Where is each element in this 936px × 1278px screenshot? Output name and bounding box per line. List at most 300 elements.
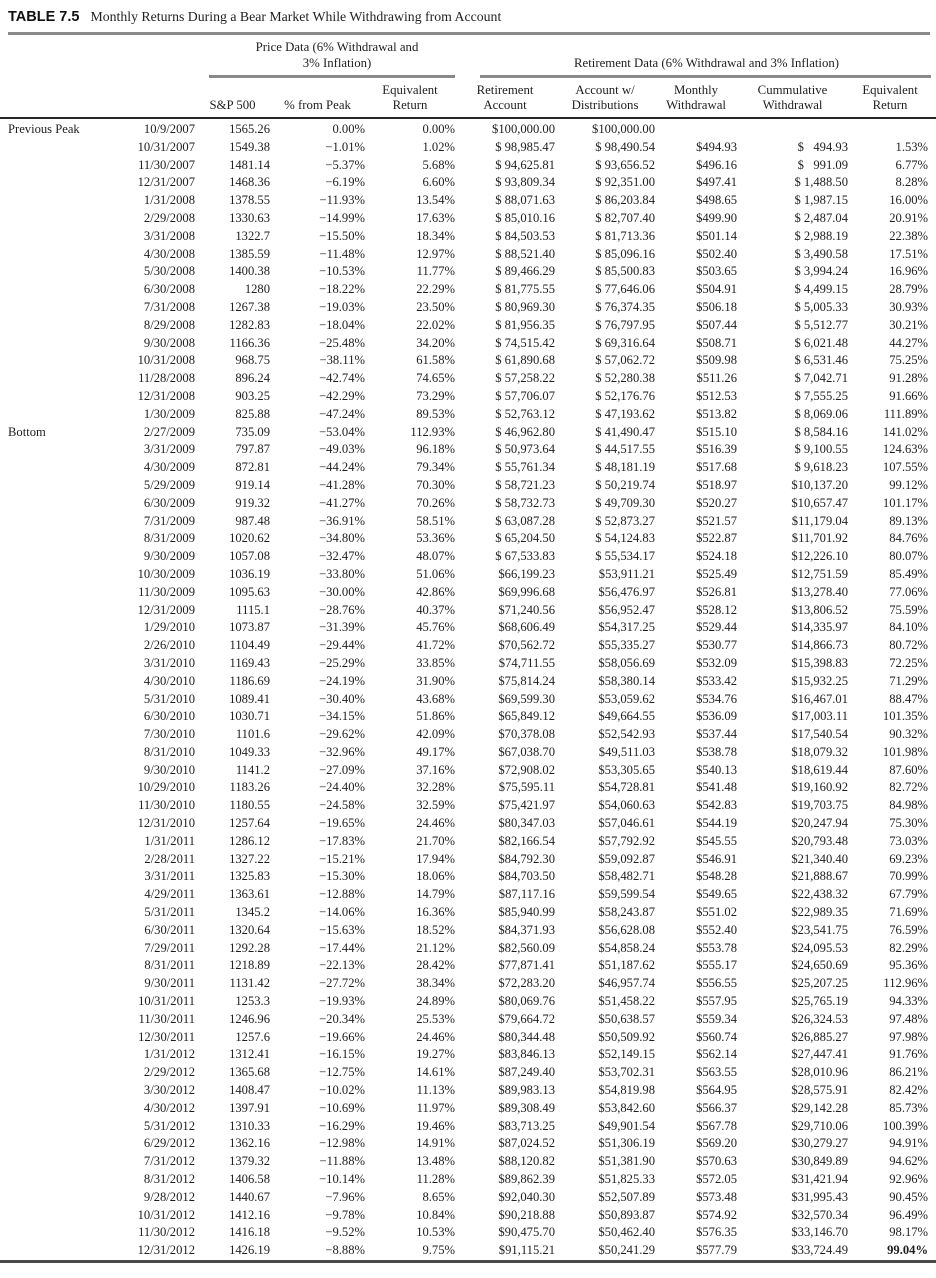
cell-pct-from-peak: −10.02% bbox=[319, 1083, 365, 1098]
table-row bbox=[0, 1011, 936, 1029]
cell-pct-from-peak: −1.01% bbox=[325, 139, 365, 154]
table-row bbox=[0, 1064, 936, 1082]
cell-date: 11/30/2011 bbox=[138, 1011, 195, 1026]
cell-sp500: 1292.28 bbox=[229, 940, 270, 955]
cell-retirement-account: $ 84,503.53 bbox=[495, 228, 556, 243]
cell-account-w-distributions: $50,462.40 bbox=[598, 1225, 656, 1240]
cell-monthly-withdrawal: $536.09 bbox=[696, 709, 738, 724]
cell-sp500: 1426.19 bbox=[229, 1243, 270, 1258]
cell-pct-from-peak: −22.13% bbox=[319, 958, 365, 973]
cell-pct-from-peak: −41.27% bbox=[319, 495, 365, 510]
cell-monthly-withdrawal: $544.19 bbox=[696, 816, 738, 831]
cell-monthly-withdrawal: $508.71 bbox=[696, 335, 738, 350]
table-row bbox=[0, 335, 936, 353]
cell-sp500: 1365.68 bbox=[229, 1065, 270, 1080]
cell-equivalent-return-price: 10.84% bbox=[416, 1207, 456, 1222]
cell-monthly-withdrawal: $542.83 bbox=[696, 798, 738, 813]
cell-pct-from-peak: −12.75% bbox=[319, 1065, 365, 1080]
cell-cummulative-withdrawal: $20,793.48 bbox=[791, 833, 849, 848]
cell-monthly-withdrawal: $494.93 bbox=[696, 139, 738, 154]
table-title bbox=[0, 0, 936, 30]
table-row bbox=[0, 833, 936, 851]
cell-monthly-withdrawal: $563.55 bbox=[696, 1065, 738, 1080]
cell-pct-from-peak: −18.04% bbox=[319, 317, 365, 332]
cell-account-w-distributions: $ 76,797.95 bbox=[595, 317, 656, 332]
cell-pct-from-peak: −11.93% bbox=[319, 193, 365, 208]
cell-cummulative-withdrawal: $28,575.91 bbox=[791, 1083, 849, 1098]
cell-pct-from-peak: −53.04% bbox=[319, 424, 365, 439]
cell-monthly-withdrawal: $521.57 bbox=[696, 513, 738, 528]
cell-date: 4/29/2011 bbox=[144, 887, 195, 902]
table-row bbox=[0, 1153, 936, 1171]
cell-date: 9/28/2012 bbox=[143, 1189, 195, 1204]
cell-sp500: 1218.89 bbox=[229, 958, 270, 973]
cell-date: 1/31/2012 bbox=[143, 1047, 195, 1062]
cell-account-w-distributions: $50,509.92 bbox=[598, 1029, 656, 1044]
cell-equivalent-return-price: 14.79% bbox=[416, 887, 456, 902]
cell-pct-from-peak: −24.40% bbox=[319, 780, 365, 795]
table-row bbox=[0, 157, 936, 175]
row-label bbox=[0, 1064, 96, 1082]
cell-date: 1/31/2011 bbox=[144, 833, 195, 848]
cell-equivalent-return-retirement: 97.48% bbox=[889, 1011, 929, 1026]
cell-pct-from-peak: −33.80% bbox=[319, 566, 365, 581]
cell-cummulative-withdrawal: $ 9,618.23 bbox=[794, 460, 849, 475]
cell-sp500: 1362.16 bbox=[229, 1136, 270, 1151]
cell-date: 9/30/2008 bbox=[143, 335, 195, 350]
col-header-equivalent-return-price: Equivalent Return bbox=[365, 78, 455, 118]
cell-retirement-account: $ 98,985.47 bbox=[495, 139, 556, 154]
cell-sp500: 1325.83 bbox=[229, 869, 270, 884]
cell-account-w-distributions: $58,380.14 bbox=[598, 673, 656, 688]
cell-cummulative-withdrawal: $26,324.53 bbox=[791, 1011, 849, 1026]
row-label bbox=[0, 441, 96, 459]
row-label bbox=[0, 779, 96, 797]
cell-equivalent-return-retirement: 69.23% bbox=[889, 851, 929, 866]
cell-cummulative-withdrawal: $ 1,987.15 bbox=[794, 193, 849, 208]
cell-retirement-account: $90,218.88 bbox=[498, 1207, 556, 1222]
cell-account-w-distributions: $49,664.55 bbox=[598, 709, 656, 724]
cell-monthly-withdrawal: $496.16 bbox=[696, 157, 738, 172]
table-row bbox=[0, 388, 936, 406]
cell-pct-from-peak: −12.88% bbox=[319, 887, 365, 902]
row-label bbox=[0, 174, 96, 192]
row-label bbox=[0, 335, 96, 353]
cell-account-w-distributions: $52,507.89 bbox=[598, 1189, 656, 1204]
cell-equivalent-return-price: 38.34% bbox=[416, 976, 456, 991]
cell-retirement-account: $92,040.30 bbox=[498, 1189, 556, 1204]
cell-sp500: 1280 bbox=[244, 282, 270, 297]
cell-cummulative-withdrawal: $15,398.83 bbox=[791, 655, 849, 670]
cell-cummulative-withdrawal: $ 1,488.50 bbox=[794, 175, 849, 190]
table-row bbox=[0, 246, 936, 264]
row-label bbox=[0, 922, 96, 940]
cell-retirement-account: $85,940.99 bbox=[498, 905, 556, 920]
cell-account-w-distributions: $ 85,096.16 bbox=[595, 246, 656, 261]
cell-cummulative-withdrawal bbox=[737, 118, 848, 139]
table-row bbox=[0, 263, 936, 281]
cell-sp500: 1345.2 bbox=[235, 905, 270, 920]
cell-cummulative-withdrawal: $29,710.06 bbox=[791, 1118, 849, 1133]
cell-retirement-account: $100,000.00 bbox=[492, 122, 556, 136]
cell-date: 3/31/2008 bbox=[143, 228, 195, 243]
returns-table bbox=[0, 35, 936, 1263]
cell-retirement-account: $ 81,775.55 bbox=[495, 282, 556, 297]
cell-date: 7/30/2010 bbox=[143, 727, 195, 742]
cell-equivalent-return-retirement: 98.17% bbox=[889, 1225, 929, 1240]
cell-account-w-distributions: $ 52,280.38 bbox=[595, 371, 656, 386]
cell-cummulative-withdrawal: $25,765.19 bbox=[791, 994, 849, 1009]
group-header-price-data bbox=[195, 35, 455, 78]
cell-date: 12/31/2008 bbox=[137, 388, 195, 403]
cell-pct-from-peak: −11.48% bbox=[319, 246, 365, 261]
row-label bbox=[0, 352, 96, 370]
cell-account-w-distributions: $51,187.62 bbox=[598, 958, 656, 973]
cell-equivalent-return-price: 112.93% bbox=[410, 424, 456, 439]
cell-account-w-distributions: $ 81,713.36 bbox=[595, 228, 656, 243]
cell-account-w-distributions: $51,306.19 bbox=[598, 1136, 656, 1151]
cell-date: 10/9/2007 bbox=[143, 122, 195, 136]
cell-equivalent-return-retirement: 85.73% bbox=[889, 1100, 929, 1115]
cell-monthly-withdrawal: $556.55 bbox=[696, 976, 738, 991]
cell-sp500: 903.25 bbox=[235, 388, 270, 403]
cell-monthly-withdrawal: $515.10 bbox=[696, 424, 738, 439]
cell-pct-from-peak: −19.93% bbox=[319, 994, 365, 1009]
cell-account-w-distributions: $ 85,500.83 bbox=[595, 264, 656, 279]
cell-equivalent-return-price: 13.48% bbox=[416, 1154, 456, 1169]
cell-account-w-distributions: $58,243.87 bbox=[598, 905, 656, 920]
cell-account-w-distributions: $46,957.74 bbox=[598, 976, 656, 991]
cell-account-w-distributions: $ 77,646.06 bbox=[595, 282, 656, 297]
cell-cummulative-withdrawal: $18,079.32 bbox=[791, 744, 849, 759]
table-row bbox=[0, 637, 936, 655]
cell-monthly-withdrawal: $574.92 bbox=[696, 1207, 738, 1222]
row-label bbox=[0, 1153, 96, 1171]
cell-equivalent-return-retirement: 99.04% bbox=[887, 1243, 929, 1258]
cell-date: 6/30/2011 bbox=[144, 922, 195, 937]
cell-pct-from-peak: −25.48% bbox=[319, 335, 365, 350]
cell-monthly-withdrawal: $570.63 bbox=[696, 1154, 738, 1169]
cell-retirement-account: $ 57,706.07 bbox=[495, 388, 556, 403]
cell-date: 10/31/2012 bbox=[137, 1207, 195, 1222]
cell-monthly-withdrawal: $577.79 bbox=[696, 1243, 738, 1258]
row-label bbox=[0, 477, 96, 495]
cell-account-w-distributions: $ 92,351.00 bbox=[595, 175, 656, 190]
cell-cummulative-withdrawal: $31,421.94 bbox=[791, 1172, 849, 1187]
cell-equivalent-return-retirement: 80.07% bbox=[889, 549, 929, 564]
cell-retirement-account: $69,996.68 bbox=[498, 584, 556, 599]
cell-equivalent-return-retirement: 87.60% bbox=[889, 762, 929, 777]
cell-sp500: 1320.64 bbox=[229, 922, 270, 937]
cell-pct-from-peak: −29.62% bbox=[319, 727, 365, 742]
cell-account-w-distributions: $51,825.33 bbox=[598, 1172, 656, 1187]
cell-cummulative-withdrawal: $12,751.59 bbox=[791, 566, 849, 581]
cell-equivalent-return-retirement: 112.96% bbox=[883, 976, 929, 991]
cell-equivalent-return-price: 43.68% bbox=[416, 691, 456, 706]
cell-cummulative-withdrawal: $11,701.92 bbox=[791, 531, 849, 546]
cell-account-w-distributions: $ 93,656.52 bbox=[595, 157, 656, 172]
cell-equivalent-return-price: 61.58% bbox=[416, 353, 456, 368]
cell-cummulative-withdrawal: $13,278.40 bbox=[791, 584, 849, 599]
cell-retirement-account: $80,069.76 bbox=[498, 994, 556, 1009]
table-row bbox=[0, 1082, 936, 1100]
cell-sp500: 872.81 bbox=[235, 460, 270, 475]
cell-equivalent-return-retirement: 95.36% bbox=[889, 958, 929, 973]
table-row bbox=[0, 940, 936, 958]
group-header-price-line1: Price Data (6% Withdrawal and bbox=[255, 40, 419, 54]
cell-cummulative-withdrawal: $21,888.67 bbox=[791, 869, 849, 884]
cell-monthly-withdrawal: $552.40 bbox=[696, 922, 738, 937]
cell-monthly-withdrawal: $522.87 bbox=[696, 531, 738, 546]
cell-equivalent-return-retirement: 71.69% bbox=[889, 905, 929, 920]
cell-pct-from-peak: −27.72% bbox=[319, 976, 365, 991]
cell-retirement-account: $ 61,890.68 bbox=[495, 353, 556, 368]
cell-pct-from-peak: −11.88% bbox=[319, 1154, 365, 1169]
cell-monthly-withdrawal: $525.49 bbox=[696, 566, 738, 581]
group-header-retirement-data bbox=[455, 35, 936, 78]
cell-retirement-account: $87,024.52 bbox=[498, 1136, 556, 1151]
cell-retirement-account: $80,344.48 bbox=[498, 1029, 556, 1044]
table-row bbox=[0, 513, 936, 531]
cell-equivalent-return-price: 51.06% bbox=[416, 566, 456, 581]
cell-sp500: 968.75 bbox=[235, 353, 270, 368]
cell-pct-from-peak: −10.14% bbox=[319, 1172, 365, 1187]
row-label bbox=[0, 139, 96, 157]
row-label bbox=[0, 495, 96, 513]
cell-cummulative-withdrawal: $12,226.10 bbox=[791, 549, 849, 564]
table-row bbox=[0, 1189, 936, 1207]
cell-retirement-account: $67,038.70 bbox=[498, 744, 556, 759]
table-row bbox=[0, 762, 936, 780]
row-label bbox=[0, 797, 96, 815]
cell-equivalent-return-price: 74.65% bbox=[416, 371, 456, 386]
cell-account-w-distributions: $54,060.63 bbox=[598, 798, 656, 813]
cell-equivalent-return-retirement: 90.45% bbox=[889, 1189, 929, 1204]
cell-equivalent-return-price: 24.89% bbox=[416, 994, 456, 1009]
cell-monthly-withdrawal: $551.02 bbox=[696, 905, 738, 920]
cell-retirement-account: $82,166.54 bbox=[498, 833, 556, 848]
cell-cummulative-withdrawal: $14,866.73 bbox=[791, 638, 849, 653]
cell-monthly-withdrawal: $499.90 bbox=[696, 210, 738, 225]
cell-equivalent-return-retirement: 89.13% bbox=[889, 513, 929, 528]
cell-cummulative-withdrawal: $ 3,994.24 bbox=[794, 264, 849, 279]
cell-equivalent-return-retirement: 94.91% bbox=[889, 1136, 929, 1151]
cell-account-w-distributions: $ 57,062.72 bbox=[595, 353, 656, 368]
cell-equivalent-return-price: 32.59% bbox=[416, 798, 456, 813]
cell-monthly-withdrawal: $572.05 bbox=[696, 1172, 738, 1187]
cell-account-w-distributions: $49,901.54 bbox=[598, 1118, 656, 1133]
cell-monthly-withdrawal: $497.41 bbox=[696, 175, 738, 190]
cell-cummulative-withdrawal: $ 8,069.06 bbox=[794, 406, 849, 421]
cell-pct-from-peak: −31.39% bbox=[319, 620, 365, 635]
row-label bbox=[0, 940, 96, 958]
cell-equivalent-return-retirement: 84.76% bbox=[889, 531, 929, 546]
cell-sp500: 1095.63 bbox=[229, 584, 270, 599]
cell-monthly-withdrawal: $562.14 bbox=[696, 1047, 738, 1062]
cell-equivalent-return-price: 23.50% bbox=[416, 299, 456, 314]
col-header-monthly-withdrawal: Monthly Withdrawal bbox=[655, 78, 737, 118]
row-label bbox=[0, 602, 96, 620]
row-label bbox=[0, 1135, 96, 1153]
row-label bbox=[0, 192, 96, 210]
cell-equivalent-return-retirement: 99.12% bbox=[889, 477, 929, 492]
cell-retirement-account: $88,120.82 bbox=[498, 1154, 556, 1169]
cell-account-w-distributions: $55,335.27 bbox=[598, 638, 656, 653]
table-row bbox=[0, 424, 936, 442]
cell-monthly-withdrawal: $566.37 bbox=[696, 1100, 738, 1115]
cell-sp500: 987.48 bbox=[235, 513, 270, 528]
cell-date: 12/31/2009 bbox=[137, 602, 195, 617]
cell-account-w-distributions: $53,911.21 bbox=[598, 566, 656, 581]
cell-equivalent-return-price: 32.28% bbox=[416, 780, 456, 795]
cell-pct-from-peak: −18.22% bbox=[319, 282, 365, 297]
row-label bbox=[0, 548, 96, 566]
cell-date: 7/31/2012 bbox=[143, 1154, 195, 1169]
cell-retirement-account: $ 88,071.63 bbox=[495, 193, 556, 208]
cell-pct-from-peak: −24.19% bbox=[319, 673, 365, 688]
cell-retirement-account: $71,240.56 bbox=[498, 602, 556, 617]
row-label bbox=[0, 281, 96, 299]
cell-retirement-account: $82,560.09 bbox=[498, 940, 556, 955]
cell-retirement-account: $ 67,533.83 bbox=[495, 549, 556, 564]
table-row bbox=[0, 779, 936, 797]
cell-account-w-distributions: $ 55,534.17 bbox=[595, 549, 656, 564]
cell-date: 3/31/2009 bbox=[143, 442, 195, 457]
cell-equivalent-return-retirement: 82.72% bbox=[889, 780, 929, 795]
cell-equivalent-return-retirement: 124.63% bbox=[882, 442, 929, 457]
cell-retirement-account: $ 65,204.50 bbox=[495, 531, 556, 546]
cell-sp500: 1468.36 bbox=[229, 175, 270, 190]
cell-equivalent-return-retirement: 70.99% bbox=[889, 869, 929, 884]
cell-account-w-distributions: $ 49,709.30 bbox=[595, 495, 656, 510]
cell-pct-from-peak: −15.63% bbox=[319, 922, 365, 937]
cell-pct-from-peak: −41.28% bbox=[319, 477, 365, 492]
cell-sp500: 1327.22 bbox=[229, 851, 270, 866]
cell-account-w-distributions: $100,000.00 bbox=[592, 122, 656, 136]
cell-date: 8/31/2012 bbox=[143, 1172, 195, 1187]
row-label bbox=[0, 993, 96, 1011]
cell-sp500: 1440.67 bbox=[229, 1189, 270, 1204]
table-row bbox=[0, 602, 936, 620]
cell-monthly-withdrawal: $503.65 bbox=[696, 264, 738, 279]
cell-account-w-distributions: $53,842.60 bbox=[598, 1100, 656, 1115]
cell-date: 5/31/2010 bbox=[143, 691, 195, 706]
cell-sp500: 1020.62 bbox=[229, 531, 270, 546]
cell-cummulative-withdrawal: $23,541.75 bbox=[791, 922, 849, 937]
row-label: Bottom bbox=[8, 424, 46, 439]
cell-date: 6/29/2012 bbox=[143, 1136, 195, 1151]
cell-date: 4/30/2010 bbox=[143, 673, 195, 688]
table-row bbox=[0, 1135, 936, 1153]
cell-equivalent-return-retirement: 88.47% bbox=[889, 691, 929, 706]
cell-equivalent-return-price: 19.46% bbox=[416, 1118, 456, 1133]
table-row bbox=[0, 619, 936, 637]
cell-retirement-account: $ 93,809.34 bbox=[495, 175, 556, 190]
cell-date: 3/31/2010 bbox=[143, 655, 195, 670]
cell-cummulative-withdrawal: $ 5,512.77 bbox=[794, 317, 849, 332]
cell-retirement-account: $ 80,969.30 bbox=[495, 299, 556, 314]
cell-sp500: 1416.18 bbox=[229, 1225, 270, 1240]
cell-monthly-withdrawal bbox=[655, 118, 737, 139]
cell-account-w-distributions: $59,599.54 bbox=[598, 887, 656, 902]
cell-monthly-withdrawal: $532.09 bbox=[696, 655, 738, 670]
table-row bbox=[0, 352, 936, 370]
cell-date: 7/29/2011 bbox=[144, 940, 195, 955]
cell-sp500: 1183.26 bbox=[229, 780, 270, 795]
cell-sp500: 1378.55 bbox=[229, 193, 270, 208]
cell-retirement-account: $ 74,515.42 bbox=[495, 335, 556, 350]
cell-equivalent-return-price: 16.36% bbox=[416, 905, 456, 920]
cell-monthly-withdrawal: $549.65 bbox=[696, 887, 738, 902]
col-header-cummulative-withdrawal: Cummulative Withdrawal bbox=[737, 78, 848, 118]
cell-monthly-withdrawal: $517.68 bbox=[696, 460, 738, 475]
cell-date: 4/30/2009 bbox=[143, 460, 195, 475]
cell-account-w-distributions: $52,542.93 bbox=[598, 727, 656, 742]
col-header-equivalent-return-retirement: Equivalent Return bbox=[848, 78, 936, 118]
cell-equivalent-return-retirement: 97.98% bbox=[889, 1029, 929, 1044]
cell-sp500: 1131.42 bbox=[229, 976, 270, 991]
cell-equivalent-return-price: 42.09% bbox=[416, 727, 456, 742]
row-label bbox=[0, 1029, 96, 1047]
cell-pct-from-peak: −7.96% bbox=[325, 1189, 365, 1204]
cell-equivalent-return-price: 22.02% bbox=[416, 317, 456, 332]
cell-date: 1/29/2010 bbox=[143, 620, 195, 635]
row-label bbox=[0, 655, 96, 673]
cell-pct-from-peak: −32.47% bbox=[319, 549, 365, 564]
cell-equivalent-return-price: 17.94% bbox=[416, 851, 456, 866]
cell-account-w-distributions: $49,511.03 bbox=[598, 744, 656, 759]
cell-equivalent-return-price: 11.97% bbox=[416, 1100, 456, 1115]
cell-pct-from-peak: −30.40% bbox=[319, 691, 365, 706]
cell-pct-from-peak: −10.53% bbox=[319, 264, 365, 279]
table-row bbox=[0, 975, 936, 993]
cell-date: 4/30/2008 bbox=[143, 246, 195, 261]
cell-equivalent-return-retirement: 44.27% bbox=[889, 335, 929, 350]
cell-pct-from-peak: −15.30% bbox=[319, 869, 365, 884]
cell-retirement-account: $91,115.21 bbox=[498, 1243, 556, 1258]
row-label bbox=[0, 1242, 96, 1261]
cell-date: 9/30/2011 bbox=[144, 976, 195, 991]
row-label bbox=[0, 210, 96, 228]
group-header-spacer bbox=[0, 35, 195, 78]
col-header-account-w-distributions: Account w/ Distributions bbox=[555, 78, 655, 118]
cell-equivalent-return-retirement: 75.59% bbox=[889, 602, 929, 617]
table-row bbox=[0, 406, 936, 424]
cell-retirement-account: $ 58,721.23 bbox=[495, 477, 556, 492]
table-row bbox=[0, 495, 936, 513]
table-row bbox=[0, 548, 936, 566]
table-row bbox=[0, 441, 936, 459]
cell-date: 2/28/2011 bbox=[144, 851, 195, 866]
cell-cummulative-withdrawal: $ 991.09 bbox=[797, 157, 849, 172]
cell-sp500: 1312.41 bbox=[229, 1047, 270, 1062]
row-label bbox=[0, 957, 96, 975]
cell-date: 11/30/2012 bbox=[138, 1225, 195, 1240]
cell-monthly-withdrawal: $518.97 bbox=[696, 477, 738, 492]
row-label bbox=[0, 637, 96, 655]
cell-date: 10/31/2011 bbox=[138, 994, 195, 1009]
cell-monthly-withdrawal: $524.18 bbox=[696, 549, 738, 564]
cell-account-w-distributions: $ 41,490.47 bbox=[595, 424, 656, 439]
cell-equivalent-return-retirement: 77.06% bbox=[889, 584, 929, 599]
cell-equivalent-return-price: 10.53% bbox=[416, 1225, 456, 1240]
cell-equivalent-return-price: 18.34% bbox=[416, 228, 456, 243]
cell-monthly-withdrawal: $576.35 bbox=[696, 1225, 738, 1240]
cell-retirement-account: $69,599.30 bbox=[498, 691, 556, 706]
cell-equivalent-return-price: 41.72% bbox=[416, 638, 456, 653]
cell-sp500: 1408.47 bbox=[229, 1083, 270, 1098]
cell-pct-from-peak: −32.96% bbox=[319, 744, 365, 759]
